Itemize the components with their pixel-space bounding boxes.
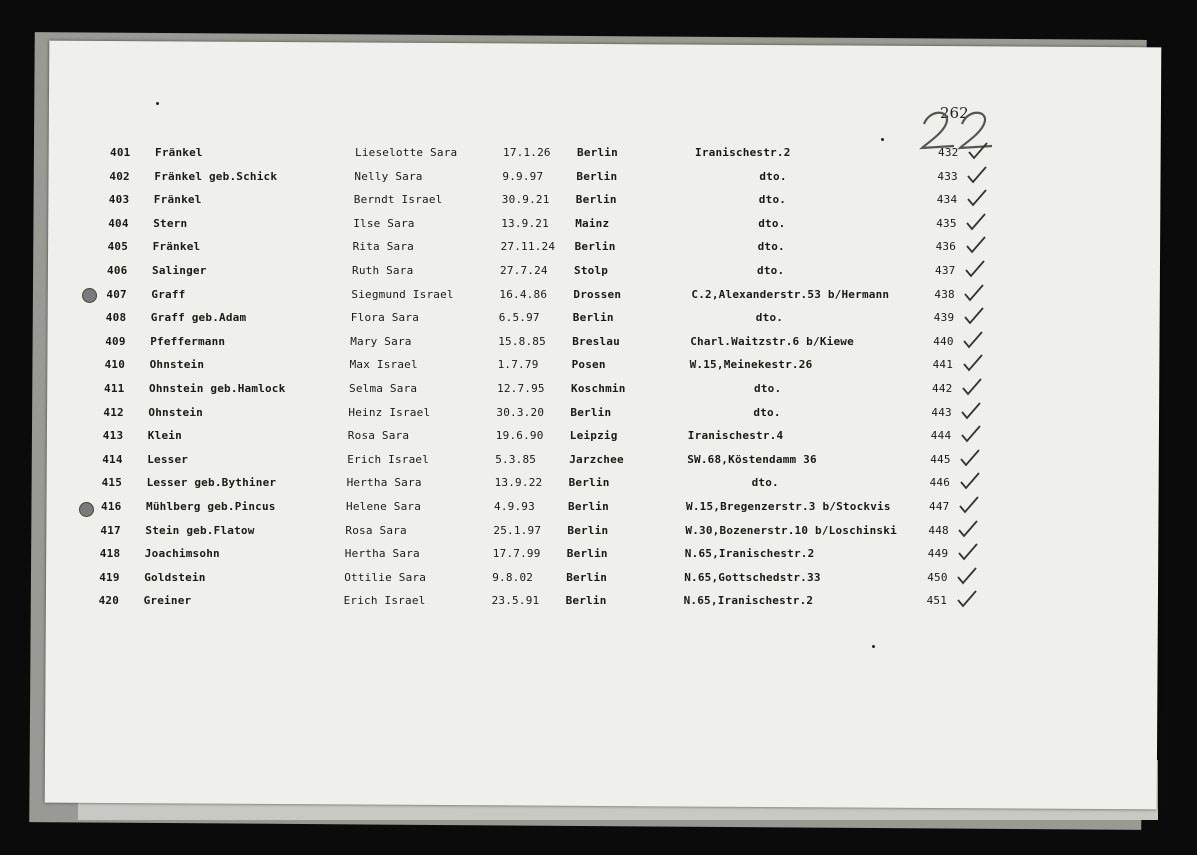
birth-date: 17.1.26 [503,146,551,159]
birth-date: 6.5.97 [498,311,540,325]
reference-number: 446 [929,476,951,490]
reference-number: 436 [935,240,957,254]
checkmark-icon [965,211,987,231]
address: dto. [754,382,782,395]
table-row [103,429,1197,453]
birth-place: Berlin [565,594,607,608]
checkmark-icon [956,565,978,585]
surname: Salinger [152,264,207,277]
checkmark-icon [959,447,981,467]
surname: Greiner [143,594,192,608]
table-row [100,547,1197,571]
table-row [107,264,1197,288]
surname: Stein geb.Flatow [145,523,255,537]
birth-place: Drossen [573,287,622,301]
surname: Lesser [147,452,189,466]
surname: Lesser geb.Bythiner [146,476,277,490]
surname: Ohnstein geb.Hamlock [149,382,286,395]
given-name: Nelly Sara [354,169,423,183]
entry-number: 403 [108,193,130,207]
checkmark-icon [957,518,979,538]
table-row [108,217,1197,241]
given-name: Rosa Sara [345,523,407,537]
birth-place: Berlin [566,570,608,584]
surname: Stern [153,216,188,230]
birth-date: 1.7.79 [497,358,539,372]
birth-date: 15.8.85 [498,334,546,348]
birth-date: 27.7.24 [500,264,548,277]
birth-place: Berlin [572,311,614,325]
table-row [106,288,1197,312]
entry-number: 402 [109,169,130,183]
birth-place: Mainz [575,216,610,230]
birth-date: 17.7.99 [492,547,541,561]
table-row [104,382,1197,406]
birth-date: 23.5.91 [491,594,540,608]
checkmark-icon [957,541,979,561]
entry-number: 420 [98,594,120,608]
table-row [100,524,1197,548]
address: N.65,Gottschedstr.33 [684,570,821,584]
birth-place: Berlin [568,476,610,490]
given-name: Max Israel [349,358,418,372]
address: W.30,Bozenerstr.10 b/Loschinski [685,523,897,537]
checkmark-icon [965,234,987,254]
reference-number: 447 [929,500,950,513]
given-name: Flora Sara [350,311,420,325]
surname: Ohnstein [148,405,203,419]
given-name: Selma Sara [349,382,418,395]
birth-place: Berlin [576,169,618,183]
entry-number: 401 [110,146,131,159]
table-row [99,594,1197,618]
address: N.65,Iranischestr.2 [684,547,815,561]
given-name: Hertha Sara [346,476,422,490]
table-row [101,500,1197,524]
birth-place: Stolp [574,264,609,277]
checkmark-icon [960,400,982,420]
surname: Ohnstein [149,358,205,372]
surname: Fränkel [155,146,203,159]
entry-number: 409 [105,334,126,348]
reference-number: 439 [933,311,955,325]
surname: Graff geb.Adam [150,311,247,325]
address: dto. [753,405,781,419]
given-name: Helene Sara [346,500,422,513]
surname: Joachimsohn [144,547,220,561]
birth-place: Jarzchee [569,452,624,466]
entry-number: 407 [106,287,127,301]
checkmark-icon [964,258,986,278]
address: N.65,Iranischestr.2 [683,594,814,608]
entry-number: 418 [99,547,121,561]
reference-number: 448 [928,523,949,537]
entry-number: 411 [104,382,125,395]
birth-place: Berlin [566,547,608,561]
reference-number: 441 [932,358,954,372]
given-name: Siegmund Israel [351,287,454,301]
entry-number: 405 [107,240,129,254]
reference-number: 435 [936,216,957,230]
given-name: Berndt Israel [353,193,443,207]
checkmark-icon [960,423,982,443]
given-name: Erich Israel [343,594,426,608]
table-row [106,311,1197,335]
address: Charl.Waitzstr.6 b/Kiewe [690,334,854,348]
checkmark-icon [962,329,984,349]
page-number: 262 [940,104,969,122]
given-name: Mary Sara [350,334,412,348]
checkmark-icon [961,376,983,396]
reference-number: 443 [931,405,952,419]
address: dto. [755,311,784,325]
reference-number: 442 [932,382,953,395]
birth-date: 27.11.24 [500,240,556,254]
reference-number: 432 [938,146,959,159]
birth-place: Posen [571,358,606,372]
birth-place: Breslau [572,334,620,348]
address: W.15,Meinekestr.26 [689,358,813,372]
address: SW.68,Köstendamm 36 [687,452,817,466]
given-name: Rita Sara [352,240,414,254]
birth-date: 25.1.97 [493,523,542,537]
given-name: Ruth Sara [352,264,414,277]
reference-number: 434 [936,193,958,207]
checkmark-icon [967,140,989,160]
checkmark-icon [962,352,984,372]
birth-date: 30.9.21 [501,193,550,207]
address: dto. [758,193,787,207]
birth-place: Leipzig [569,429,618,443]
table-row [108,240,1197,264]
table-row [109,170,1197,194]
birth-date: 13.9.21 [501,216,549,230]
address: dto. [758,216,786,230]
checkmark-icon [966,187,988,207]
table-row [99,571,1197,595]
surname: Fränkel [153,193,202,207]
entry-number: 419 [99,570,120,584]
checkmark-icon [959,470,981,490]
address: C.2,Alexanderstr.53 b/Hermann [691,287,890,301]
surname: Pfeffermann [150,334,226,348]
reference-number: 450 [927,570,948,584]
speck [881,138,884,141]
birth-date: 4.9.93 [494,500,535,513]
checkmark-icon [966,164,988,184]
entry-number: 416 [101,500,122,513]
reference-number: 444 [930,429,952,443]
table-row [109,193,1197,217]
table-row [103,406,1197,430]
birth-place: Koschmin [571,382,626,395]
given-name: Rosa Sara [347,429,410,443]
checkmark-icon [958,494,980,514]
birth-place: Berlin [567,523,609,537]
reference-number: 451 [926,594,948,608]
table-row [105,335,1197,359]
speck [872,645,875,648]
table-row [102,476,1197,500]
reference-number: 449 [927,547,949,561]
address: dto. [759,169,787,183]
address: Iranischestr.2 [695,146,791,159]
speck [156,102,159,105]
checkmark-icon [956,588,978,608]
entry-number: 415 [101,476,123,490]
address: dto. [751,476,779,490]
reference-number: 445 [930,452,951,466]
birth-place: Berlin [575,193,617,207]
address: dto. [757,240,785,254]
table-row [105,358,1197,382]
surname: Goldstein [144,570,206,584]
entry-number: 406 [107,264,128,277]
birth-date: 9.9.97 [502,169,544,183]
entry-number: 412 [103,405,124,419]
table-row [102,453,1197,477]
checkmark-icon [963,282,985,302]
birth-date: 12.7.95 [497,382,545,395]
birth-date: 30.3.20 [496,405,545,419]
birth-place: Berlin [570,405,612,419]
table-row [110,146,1197,170]
birth-date: 13.9.22 [494,476,543,490]
surname: Fränkel geb.Schick [154,169,278,183]
entry-number: 404 [108,216,129,230]
address: Iranischestr.4 [687,429,784,443]
reference-number: 437 [935,264,956,277]
surname: Graff [151,287,186,301]
reference-number: 433 [937,169,958,183]
birth-date: 16.4.86 [499,287,548,301]
given-name: Heinz Israel [348,405,431,419]
entry-number: 414 [102,452,123,466]
punch-hole [79,502,94,517]
entry-number: 417 [100,523,121,537]
given-name: Erich Israel [347,452,430,466]
address: dto. [757,264,785,277]
surname: Klein [147,429,182,443]
birth-date: 19.6.90 [495,429,544,443]
punch-hole [82,288,97,303]
birth-place: Berlin [574,240,616,254]
given-name: Lieselotte Sara [355,146,458,159]
reference-number: 440 [933,334,954,348]
given-name: Hertha Sara [344,547,420,561]
entry-number: 413 [102,429,124,443]
birth-place: Berlin [568,500,609,513]
given-name: Ilse Sara [353,216,415,230]
birth-date: 9.8.02 [492,570,534,584]
given-name: Ottilie Sara [344,570,427,584]
checkmark-icon [963,305,985,325]
birth-place: Berlin [577,146,618,159]
entry-number: 408 [105,311,127,325]
birth-date: 5.3.85 [495,452,537,466]
entry-number: 410 [104,358,126,372]
surname: Mühlberg geb.Pincus [146,500,276,513]
surname: Fränkel [152,240,201,254]
address: W.15,Bregenzerstr.3 b/Stockvis [686,500,891,513]
reference-number: 438 [934,287,955,301]
